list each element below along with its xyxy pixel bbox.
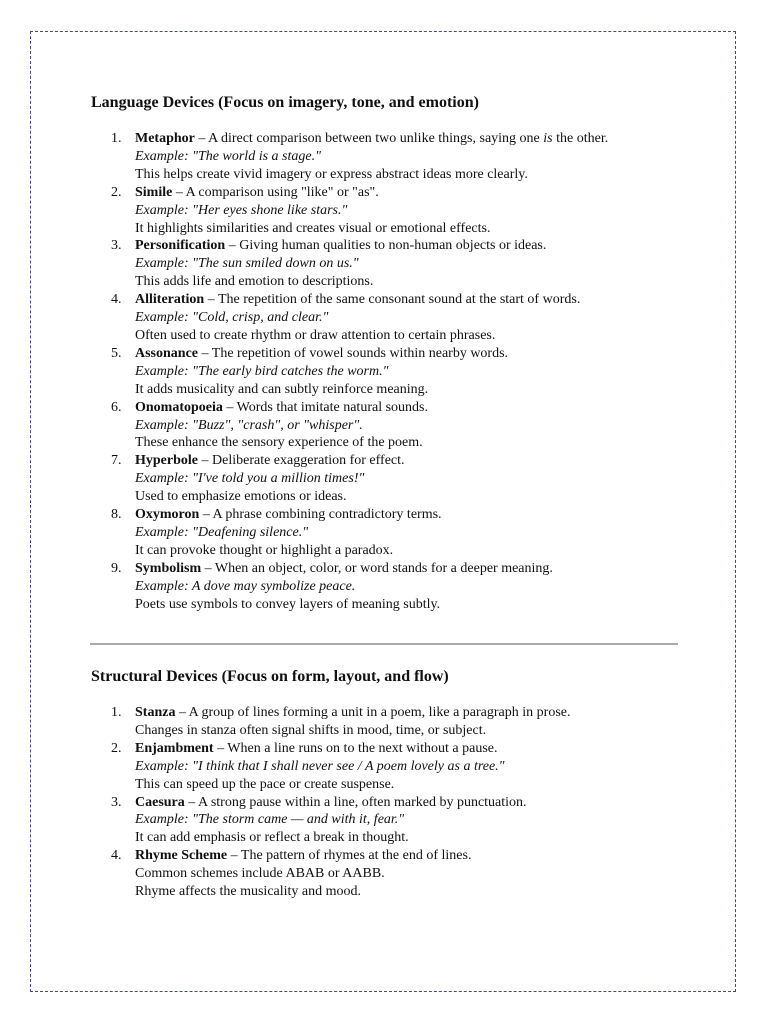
note-text: This can speed up the pace or create suspense. xyxy=(135,776,395,792)
list-item-metaphor xyxy=(91,130,691,184)
definition-text: – Giving human qualities to non-human objects or ideas. xyxy=(225,238,547,254)
structural-devices-section xyxy=(91,667,691,901)
example-text: Example: "Buzz", "crash", or "whisper". xyxy=(135,417,363,433)
term-onomatopoeia: Onomatopoeia xyxy=(135,399,223,415)
example-text: Example: "I've told you a million times!" xyxy=(135,471,365,487)
language-devices-section xyxy=(91,93,691,613)
term-enjambment: Enjambment xyxy=(135,740,214,756)
definition-line xyxy=(135,847,691,865)
definition-text: – A direct comparison between two unlike things, saying one xyxy=(194,131,544,146)
note-text: Poets use symbols to convey layers of meaning subtly. xyxy=(135,596,441,612)
note-text: Changes in stanza often signal shifts in mood, time, or subject. xyxy=(135,722,487,738)
list-number: 7. xyxy=(111,453,122,469)
note-text: It can provoke thought or highlight a paradox. xyxy=(135,542,394,558)
list-number: 4. xyxy=(111,848,122,864)
list-number: 2. xyxy=(111,184,122,200)
term-metaphor: Metaphor xyxy=(135,131,195,146)
note-text: These enhance the sensory experience of the poem. xyxy=(135,435,423,451)
note-text: Used to emphasize emotions or ideas. xyxy=(135,489,347,505)
list-number: 9. xyxy=(111,560,122,576)
note-text: This adds life and emotion to descriptions. xyxy=(135,274,374,290)
term-hyperbole: Hyperbole xyxy=(135,453,198,469)
list-item-oxymoron xyxy=(91,506,691,560)
note-text: Often used to create rhythm or draw attention to certain phrases. xyxy=(135,327,496,343)
example-text: Example: "Her eyes shone like stars." xyxy=(135,202,348,218)
language-devices-heading: Language Devices (Focus on imagery, tone, and emotion) xyxy=(91,94,479,111)
definition-text: – When an object, color, or word stands for a deeper meaning. xyxy=(201,560,553,576)
term-oxymoron: Oxymoron xyxy=(135,507,200,523)
example-text: Example: A dove may symbolize peace. xyxy=(135,578,356,594)
definition-text: – A strong pause within a line, often marked by punctuation. xyxy=(184,794,527,810)
example-text: Example: "The world is a stage." xyxy=(135,148,321,164)
term-simile: Simile xyxy=(135,184,173,200)
example-text: Example: "The early bird catches the worm." xyxy=(135,363,389,379)
list-number: 5. xyxy=(111,345,122,361)
structural-devices-list xyxy=(91,704,691,901)
list-number: 3. xyxy=(111,238,122,254)
list-item-rhyme-scheme xyxy=(91,847,691,901)
list-number: 4. xyxy=(111,292,122,308)
list-item-assonance xyxy=(91,345,691,399)
list-item-onomatopoeia xyxy=(91,399,691,453)
definition-line xyxy=(135,399,691,417)
definition-text: – The repetition of the same consonant sound at the start of words. xyxy=(204,292,581,308)
definition-line xyxy=(135,704,691,722)
note-text: Common schemes include ABAB or AABB. xyxy=(135,866,385,882)
definition-text: – When a line runs on to the next without a pause. xyxy=(213,740,498,756)
term-symbolism: Symbolism xyxy=(135,560,202,576)
definition-line xyxy=(135,237,691,255)
definition-text: – The repetition of vowel sounds within nearby words. xyxy=(198,345,509,361)
definition-text: – A group of lines forming a unit in a poem, like a paragraph in prose. xyxy=(175,705,571,720)
list-item-simile xyxy=(91,184,691,238)
list-number: 1. xyxy=(111,131,122,146)
definition-line xyxy=(135,740,691,758)
structural-devices-heading: Structural Devices (Focus on form, layout, and flow) xyxy=(91,668,449,685)
term-alliteration: Alliteration xyxy=(135,292,205,308)
list-number: 2. xyxy=(111,740,122,756)
term-rhyme-scheme: Rhyme Scheme xyxy=(135,848,228,864)
term-personification: Personification xyxy=(135,238,226,254)
definition-text: – A phrase combining contradictory terms. xyxy=(199,507,442,523)
definition-line xyxy=(135,184,691,202)
list-number: 3. xyxy=(111,794,122,810)
definition-line xyxy=(135,452,691,470)
list-item-symbolism xyxy=(91,560,691,614)
example-text: Example: "The storm came — and with it, fear." xyxy=(135,812,405,828)
list-item-alliteration xyxy=(91,291,691,345)
list-number: 8. xyxy=(111,507,122,523)
definition-line xyxy=(135,560,691,578)
definition-text-end: the other. xyxy=(552,131,609,146)
list-item-enjambment xyxy=(91,740,691,794)
definition-line xyxy=(135,130,691,148)
language-devices-list xyxy=(91,130,691,613)
definition-line xyxy=(135,291,691,309)
definition-line xyxy=(135,345,691,363)
list-item-caesura xyxy=(91,794,691,848)
definition-line xyxy=(135,794,691,812)
term-caesura: Caesura xyxy=(135,794,185,810)
list-item-personification xyxy=(91,237,691,291)
list-number: 1. xyxy=(111,705,122,720)
definition-line xyxy=(135,506,691,524)
term-stanza: Stanza xyxy=(135,705,176,720)
example-text: Example: "The sun smiled down on us." xyxy=(135,256,359,272)
list-item-hyperbole xyxy=(91,452,691,506)
example-text: Example: "Cold, crisp, and clear." xyxy=(135,310,329,326)
definition-text: – Deliberate exaggeration for effect. xyxy=(198,453,405,469)
list-item-stanza xyxy=(91,704,691,740)
definition-emphasis: is xyxy=(543,131,553,146)
example-text: Example: "Deafening silence." xyxy=(135,524,309,540)
definition-text: – The pattern of rhymes at the end of lines. xyxy=(227,848,472,864)
list-number: 6. xyxy=(111,399,122,415)
note-text-2: Rhyme affects the musicality and mood. xyxy=(135,884,362,900)
definition-text: – Words that imitate natural sounds. xyxy=(222,399,428,415)
term-assonance: Assonance xyxy=(135,345,199,361)
note-text: This helps create vivid imagery or express abstract ideas more clearly. xyxy=(135,166,528,182)
note-text: It highlights similarities and creates visual or emotional effects. xyxy=(135,220,491,236)
note-text: It adds musicality and can subtly reinforce meaning. xyxy=(135,381,429,397)
example-text: Example: "I think that I shall never see / A poem lovely as a tree." xyxy=(135,758,505,774)
section-divider xyxy=(90,643,678,645)
definition-text: – A comparison using "like" or "as". xyxy=(172,184,379,200)
note-text: It can add emphasis or reflect a break in thought. xyxy=(135,830,409,846)
